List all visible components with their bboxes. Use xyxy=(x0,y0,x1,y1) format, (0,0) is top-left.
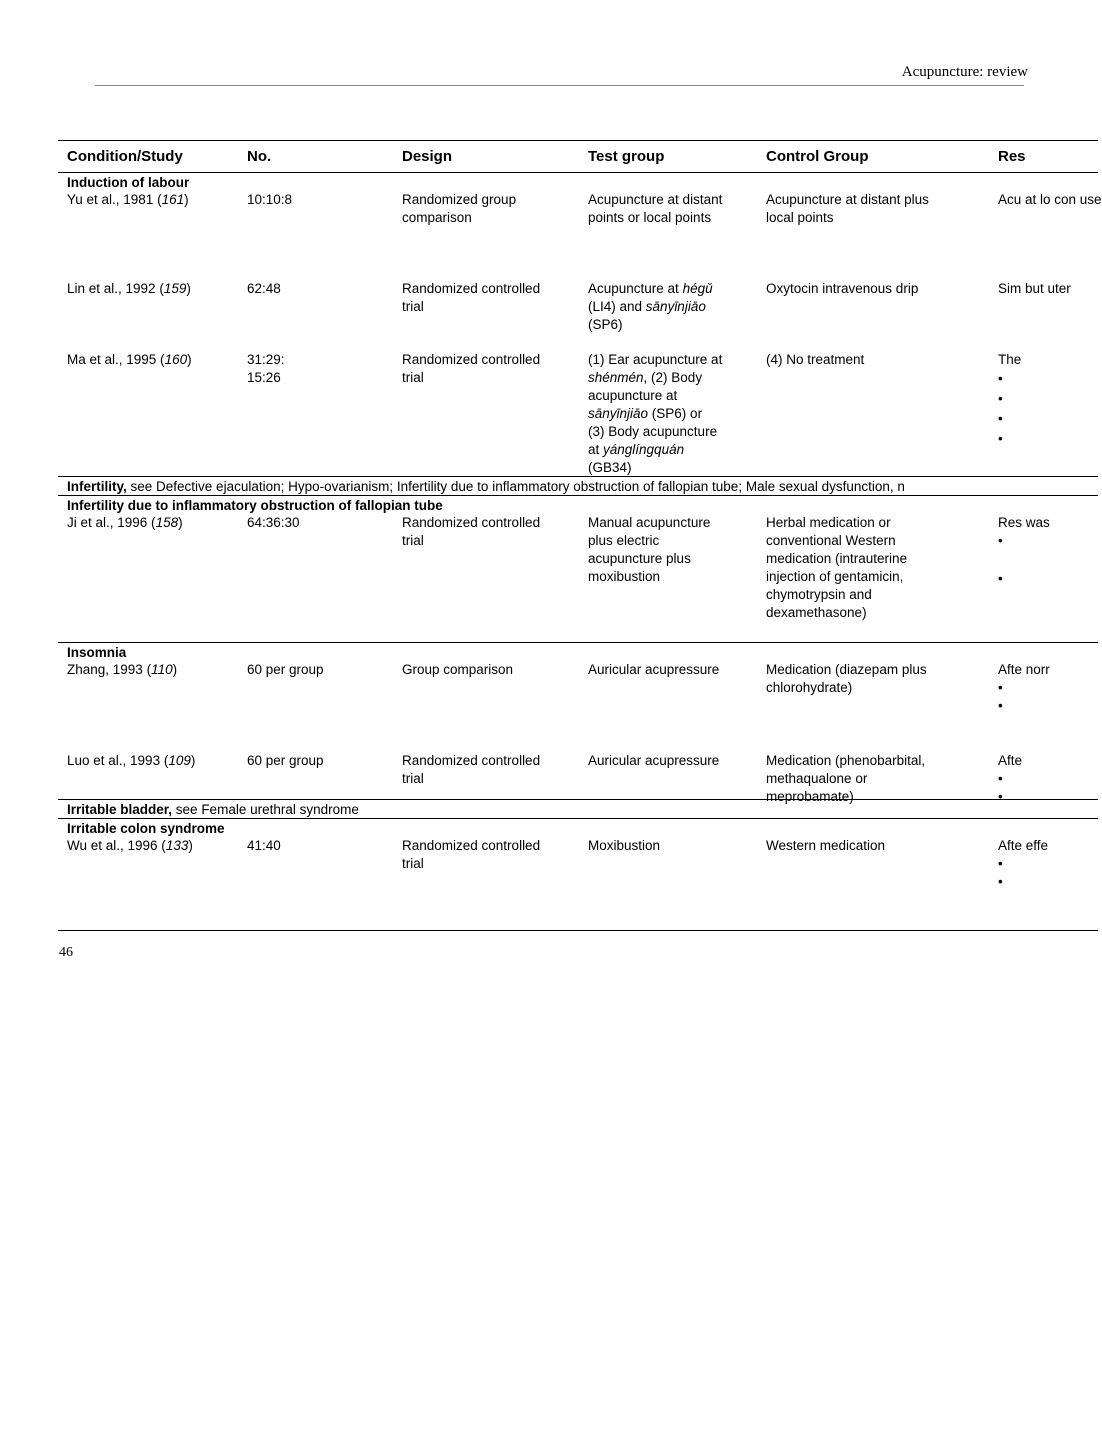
sample-size: 41:40 xyxy=(247,838,281,853)
header-rule xyxy=(95,85,1024,86)
bullet-marker xyxy=(998,679,1098,697)
result: Sim but uter xyxy=(998,281,1071,296)
bullet-marker xyxy=(998,873,1098,891)
result: The • • • • xyxy=(998,351,1098,449)
sample-size: 62:48 xyxy=(247,281,281,296)
test-group: Auricular acupressure xyxy=(588,753,720,768)
sample-size: 10:10:8 xyxy=(247,192,293,207)
bullet-marker xyxy=(998,369,1098,389)
bullet-marker xyxy=(998,697,1098,715)
sample-size: 60 per group xyxy=(247,753,324,768)
study-design: Randomized controlled trial xyxy=(402,281,541,314)
result-bullet-list xyxy=(998,679,1098,715)
study-citation: Wu et al., 1996 (133) xyxy=(67,838,193,853)
study-design: Randomized controlled trial xyxy=(402,753,541,786)
study-design: Randomized controlled trial xyxy=(402,352,541,385)
test-group: Moxibustion xyxy=(588,838,661,853)
result: Res was • • xyxy=(998,514,1098,588)
study-citation: Lin et al., 1992 (159) xyxy=(67,281,191,296)
test-group: (1) Ear acupuncture at shénmén, (2) Body acupuncture at sānyīnjiāo (SP6) or (3) Body acupuncture at yánglíngquán (GB34) xyxy=(588,352,723,475)
header-no: No. xyxy=(247,148,272,165)
test-group: Manual acupuncture plus electric acupuncture plus moxibustion xyxy=(588,515,711,584)
bullet-marker xyxy=(998,570,1098,588)
bullet-marker xyxy=(998,429,1098,449)
result: Afte effe • • xyxy=(998,837,1098,891)
header-results: Res xyxy=(998,148,1026,165)
condition-infertility-fallopian-tube: Infertility due to inflammatory obstruction of fallopian tube xyxy=(67,498,443,513)
page-number: 46 xyxy=(59,945,73,960)
sample-size: 64:36:30 xyxy=(247,515,300,530)
study-citation: Yu et al., 1981 (161) xyxy=(67,192,189,207)
condition-induction-of-labour: Induction of labour xyxy=(67,175,190,190)
evidence-table xyxy=(58,140,1102,931)
study-citation: Ma et al., 1995 (160) xyxy=(67,352,192,367)
table-row xyxy=(58,752,1098,804)
control-group: (4) No treatment xyxy=(766,352,865,367)
header-test-group: Test group xyxy=(588,148,665,165)
condition-irritable-colon: Irritable colon syndrome xyxy=(67,821,225,836)
condition-irritable-bladder: Irritable bladder, see Female urethral syndrome xyxy=(67,802,359,817)
test-group: Acupuncture at hégǔ (LI4) and sānyīnjiāo (SP6) xyxy=(588,281,713,332)
test-group: Acupuncture at distant points or local points xyxy=(588,192,723,225)
study-design: Randomized controlled trial xyxy=(402,515,541,548)
table-row xyxy=(58,191,1102,280)
control-group: Medication (diazepam plus chlorohydrate) xyxy=(766,662,927,695)
running-header: Acupuncture: review xyxy=(901,64,1028,80)
study-design: Group comparison xyxy=(402,662,514,677)
bullet-marker xyxy=(998,409,1098,429)
control-group: Western medication xyxy=(766,838,886,853)
table-row xyxy=(58,351,1098,476)
study-citation: Ji et al., 1996 (158) xyxy=(67,515,183,530)
table-row xyxy=(58,661,1098,752)
result-bullet-list xyxy=(998,532,1098,588)
bullet-marker xyxy=(998,770,1098,788)
header-control-group: Control Group xyxy=(766,148,869,165)
table-header-row xyxy=(58,141,1098,173)
table-row xyxy=(58,837,1098,930)
result: Afte • • xyxy=(998,752,1098,806)
condition-insomnia: Insomnia xyxy=(67,645,127,660)
study-design: Randomized group comparison xyxy=(402,192,517,225)
condition-infertility-see-also: Infertility, see Defective ejaculation; Hypo-ovarianism; Infertility due to inflammatory obstruction of fallopian tube; Male sexual dysfunction, n xyxy=(67,479,905,494)
sample-size: 60 per group xyxy=(247,662,324,677)
control-group: Medication (phenobarbital, methaqualone or meprobamate) xyxy=(766,753,926,804)
result: Acu at lo con use xyxy=(998,192,1102,207)
header-design: Design xyxy=(402,148,453,165)
bullet-marker xyxy=(998,855,1098,873)
table-row xyxy=(58,280,1098,351)
control-group: Acupuncture at distant plus local points xyxy=(766,192,929,225)
result: Afte norr • • xyxy=(998,661,1098,715)
test-group: Auricular acupressure xyxy=(588,662,720,677)
bullet-marker xyxy=(998,532,1098,550)
bullet-marker xyxy=(998,389,1098,409)
study-citation: Zhang, 1993 (110) xyxy=(67,662,178,677)
result-bullet-list xyxy=(998,855,1098,891)
control-group: Herbal medication or conventional Western medication (intrauterine injection of gentamicin, chymotrypsin and dexamethasone) xyxy=(766,515,908,620)
sample-size: 31:29: 15:26 xyxy=(247,352,285,385)
header-condition-study: Condition/Study xyxy=(67,148,183,165)
control-group: Oxytocin intravenous drip xyxy=(766,281,919,296)
study-design: Randomized controlled trial xyxy=(402,838,541,871)
table-row xyxy=(58,514,1098,642)
study-citation: Luo et al., 1993 (109) xyxy=(67,753,196,768)
result-bullet-list xyxy=(998,369,1098,449)
